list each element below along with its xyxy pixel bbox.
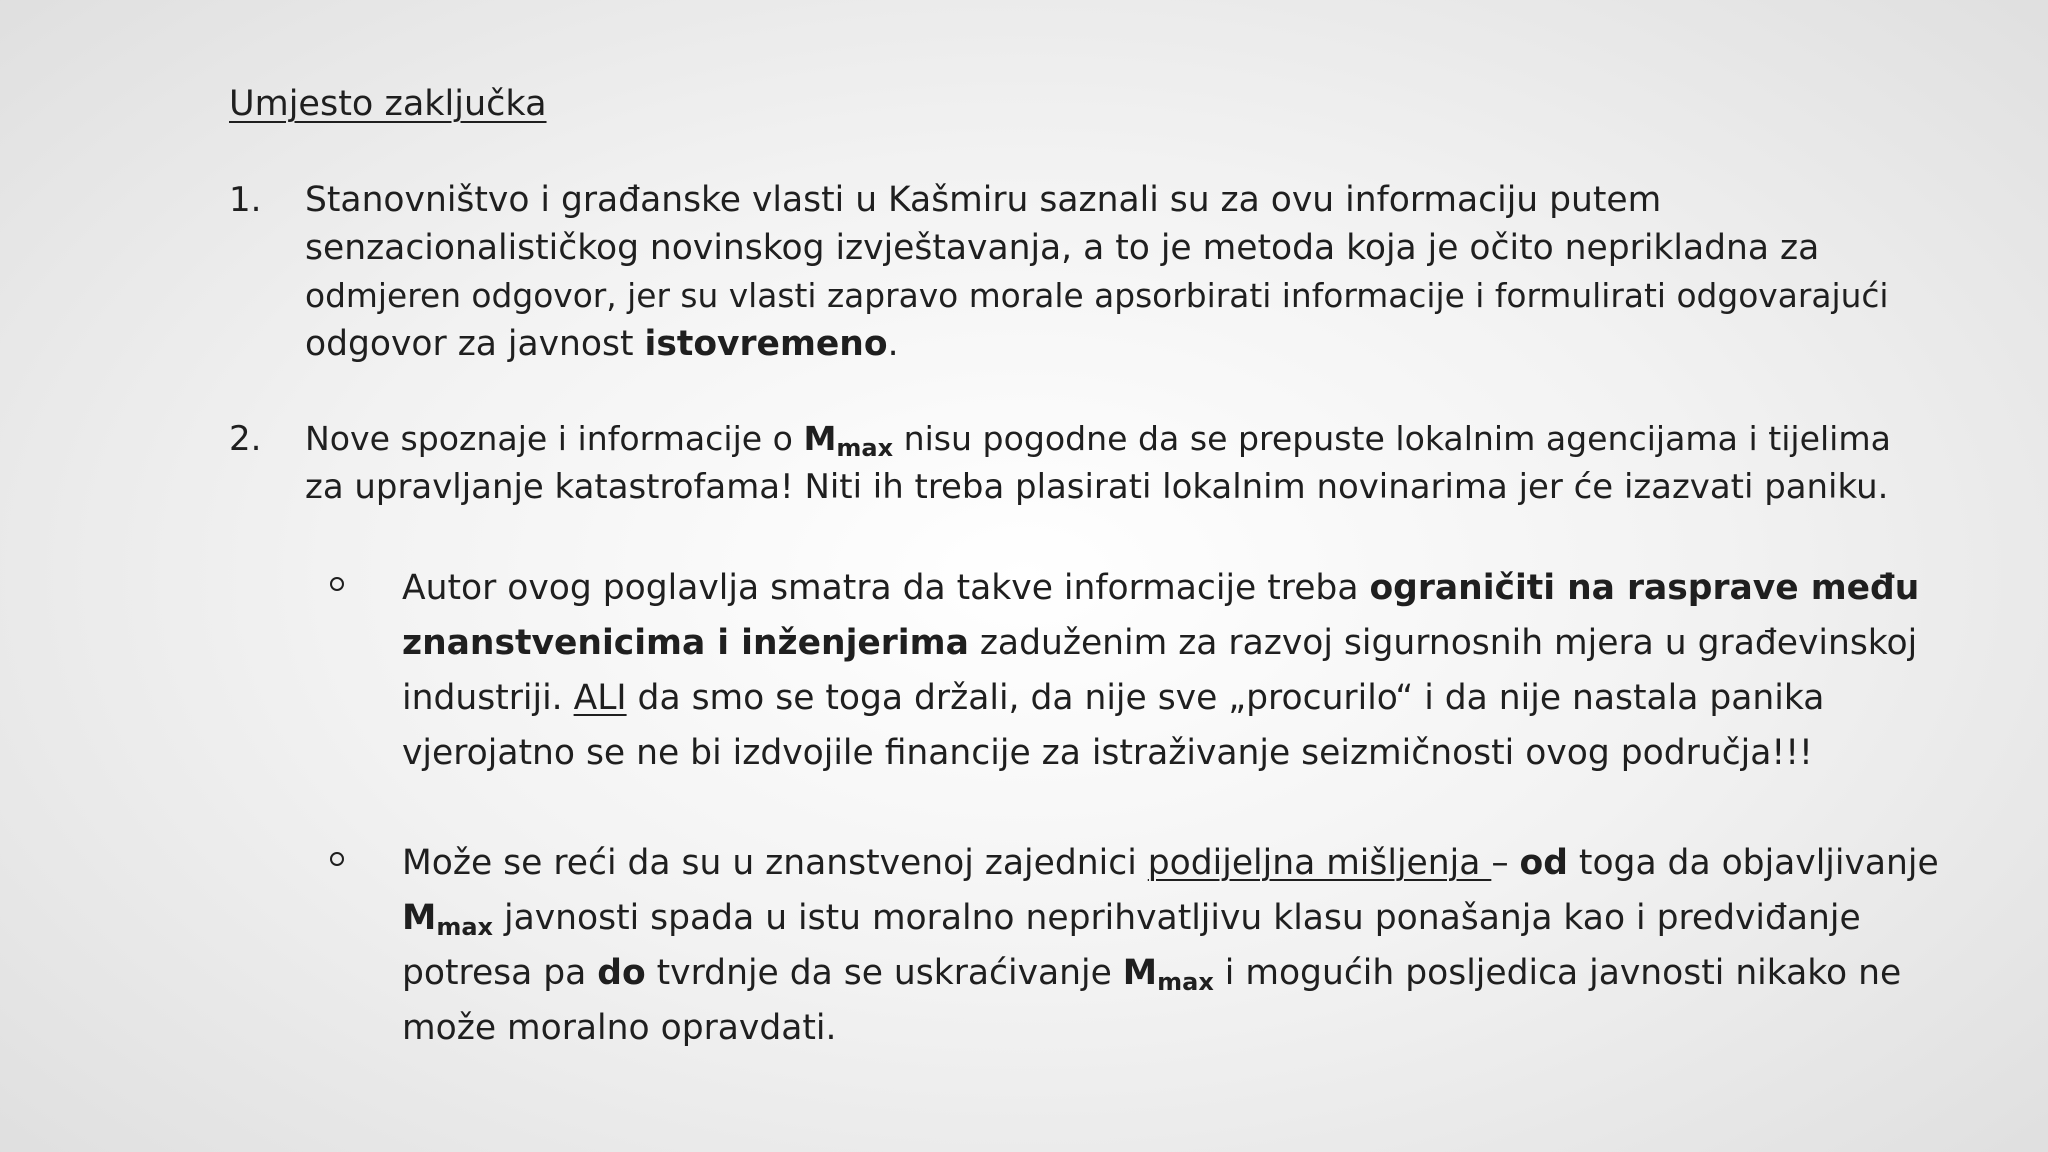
mmax-subscript: max (1157, 968, 1214, 996)
text-segment: – (1491, 843, 1520, 883)
text-segment: potresa pa (402, 953, 598, 993)
text-segment: Nove spoznaje i informacije o (305, 419, 804, 458)
text-segment: zaduženim za razvoj sigurnosnih mjera u građevinskoj (968, 623, 1918, 663)
item-text (305, 415, 1905, 511)
mmax-symbol: M (1122, 953, 1158, 993)
bold-text: istovremeno (644, 324, 888, 364)
text-segment: toga da objavljivanje (1567, 843, 1939, 883)
text-line (402, 616, 1962, 671)
bold-text: znanstvenicima i inženjerima (402, 623, 969, 663)
item-number: 2. (229, 419, 262, 459)
item-text (305, 176, 1905, 368)
text-segment: industriji. (402, 678, 574, 718)
slide-title: Umjesto zaključka (229, 84, 547, 124)
text-line (305, 415, 1905, 463)
mmax-subscript: max (836, 434, 894, 462)
text-line: senzacionalističkog novinskog izvještavanja, a to je metoda koja je očito neprikladna za (305, 228, 1820, 268)
text-segment: da smo se toga držali, da nije sve „procurilo“ i da nije nastala panika (626, 678, 1825, 718)
text-line (402, 671, 1962, 726)
text-line (402, 891, 1962, 946)
text-segment: Može se reći da su u znanstvenoj zajednici (402, 843, 1148, 883)
mmax-symbol: M (402, 898, 437, 938)
text-segment: . (887, 324, 899, 364)
item-number: 1. (229, 180, 262, 220)
text-line (402, 561, 1962, 616)
text-line: Stanovništvo i građanske vlasti u Kašmiru saznali su za ovu informaciju putem (305, 180, 1662, 220)
text-line: odmjeren odgovor, jer su vlasti zapravo morale apsorbirati informacije i formulirati odgovarajući (305, 277, 1889, 315)
bold-text: od (1519, 843, 1568, 883)
bullet-text (402, 561, 1962, 781)
text-segment: i mogućih posljedica javnosti nikako ne (1213, 953, 1902, 993)
text-line (402, 836, 1962, 891)
text-segment: tvrdnje da se uskraćivanje (645, 953, 1123, 993)
text-line: za upravljanje katastrofama! Niti ih treba plasirati lokalnim novinarima jer će izazvati paniku. (305, 467, 1889, 507)
text-line: može moralno opravdati. (402, 1008, 837, 1048)
text-segment: javnosti spada u istu moralno neprihvatljivu klasu ponašanja kao i predviđanje (493, 898, 1861, 938)
mmax-symbol: M (803, 419, 837, 458)
bold-text: ograničiti na rasprave među (1369, 568, 1920, 608)
mmax-subscript: max (436, 913, 494, 941)
text-line: vjerojatno se ne bi izdvojile financije za istraživanje seizmičnosti ovog područja!!! (402, 733, 1813, 773)
hollow-circle-bullet-icon (330, 577, 344, 591)
underlined-text: ALI (573, 678, 627, 718)
text-line (402, 946, 1962, 1001)
text-line (305, 320, 1905, 368)
text-segment: odgovor za javnost (305, 324, 645, 364)
text-segment: Autor ovog poglavlja smatra da takve informacije treba (402, 568, 1370, 608)
text-segment: nisu pogodne da se prepuste lokalnim agencijama i tijelima (893, 419, 1891, 458)
bullet-text (402, 836, 1962, 1056)
hollow-circle-bullet-icon (330, 852, 344, 866)
underlined-text: podijeljna mišljenja (1147, 843, 1492, 883)
bold-text: do (597, 953, 646, 993)
